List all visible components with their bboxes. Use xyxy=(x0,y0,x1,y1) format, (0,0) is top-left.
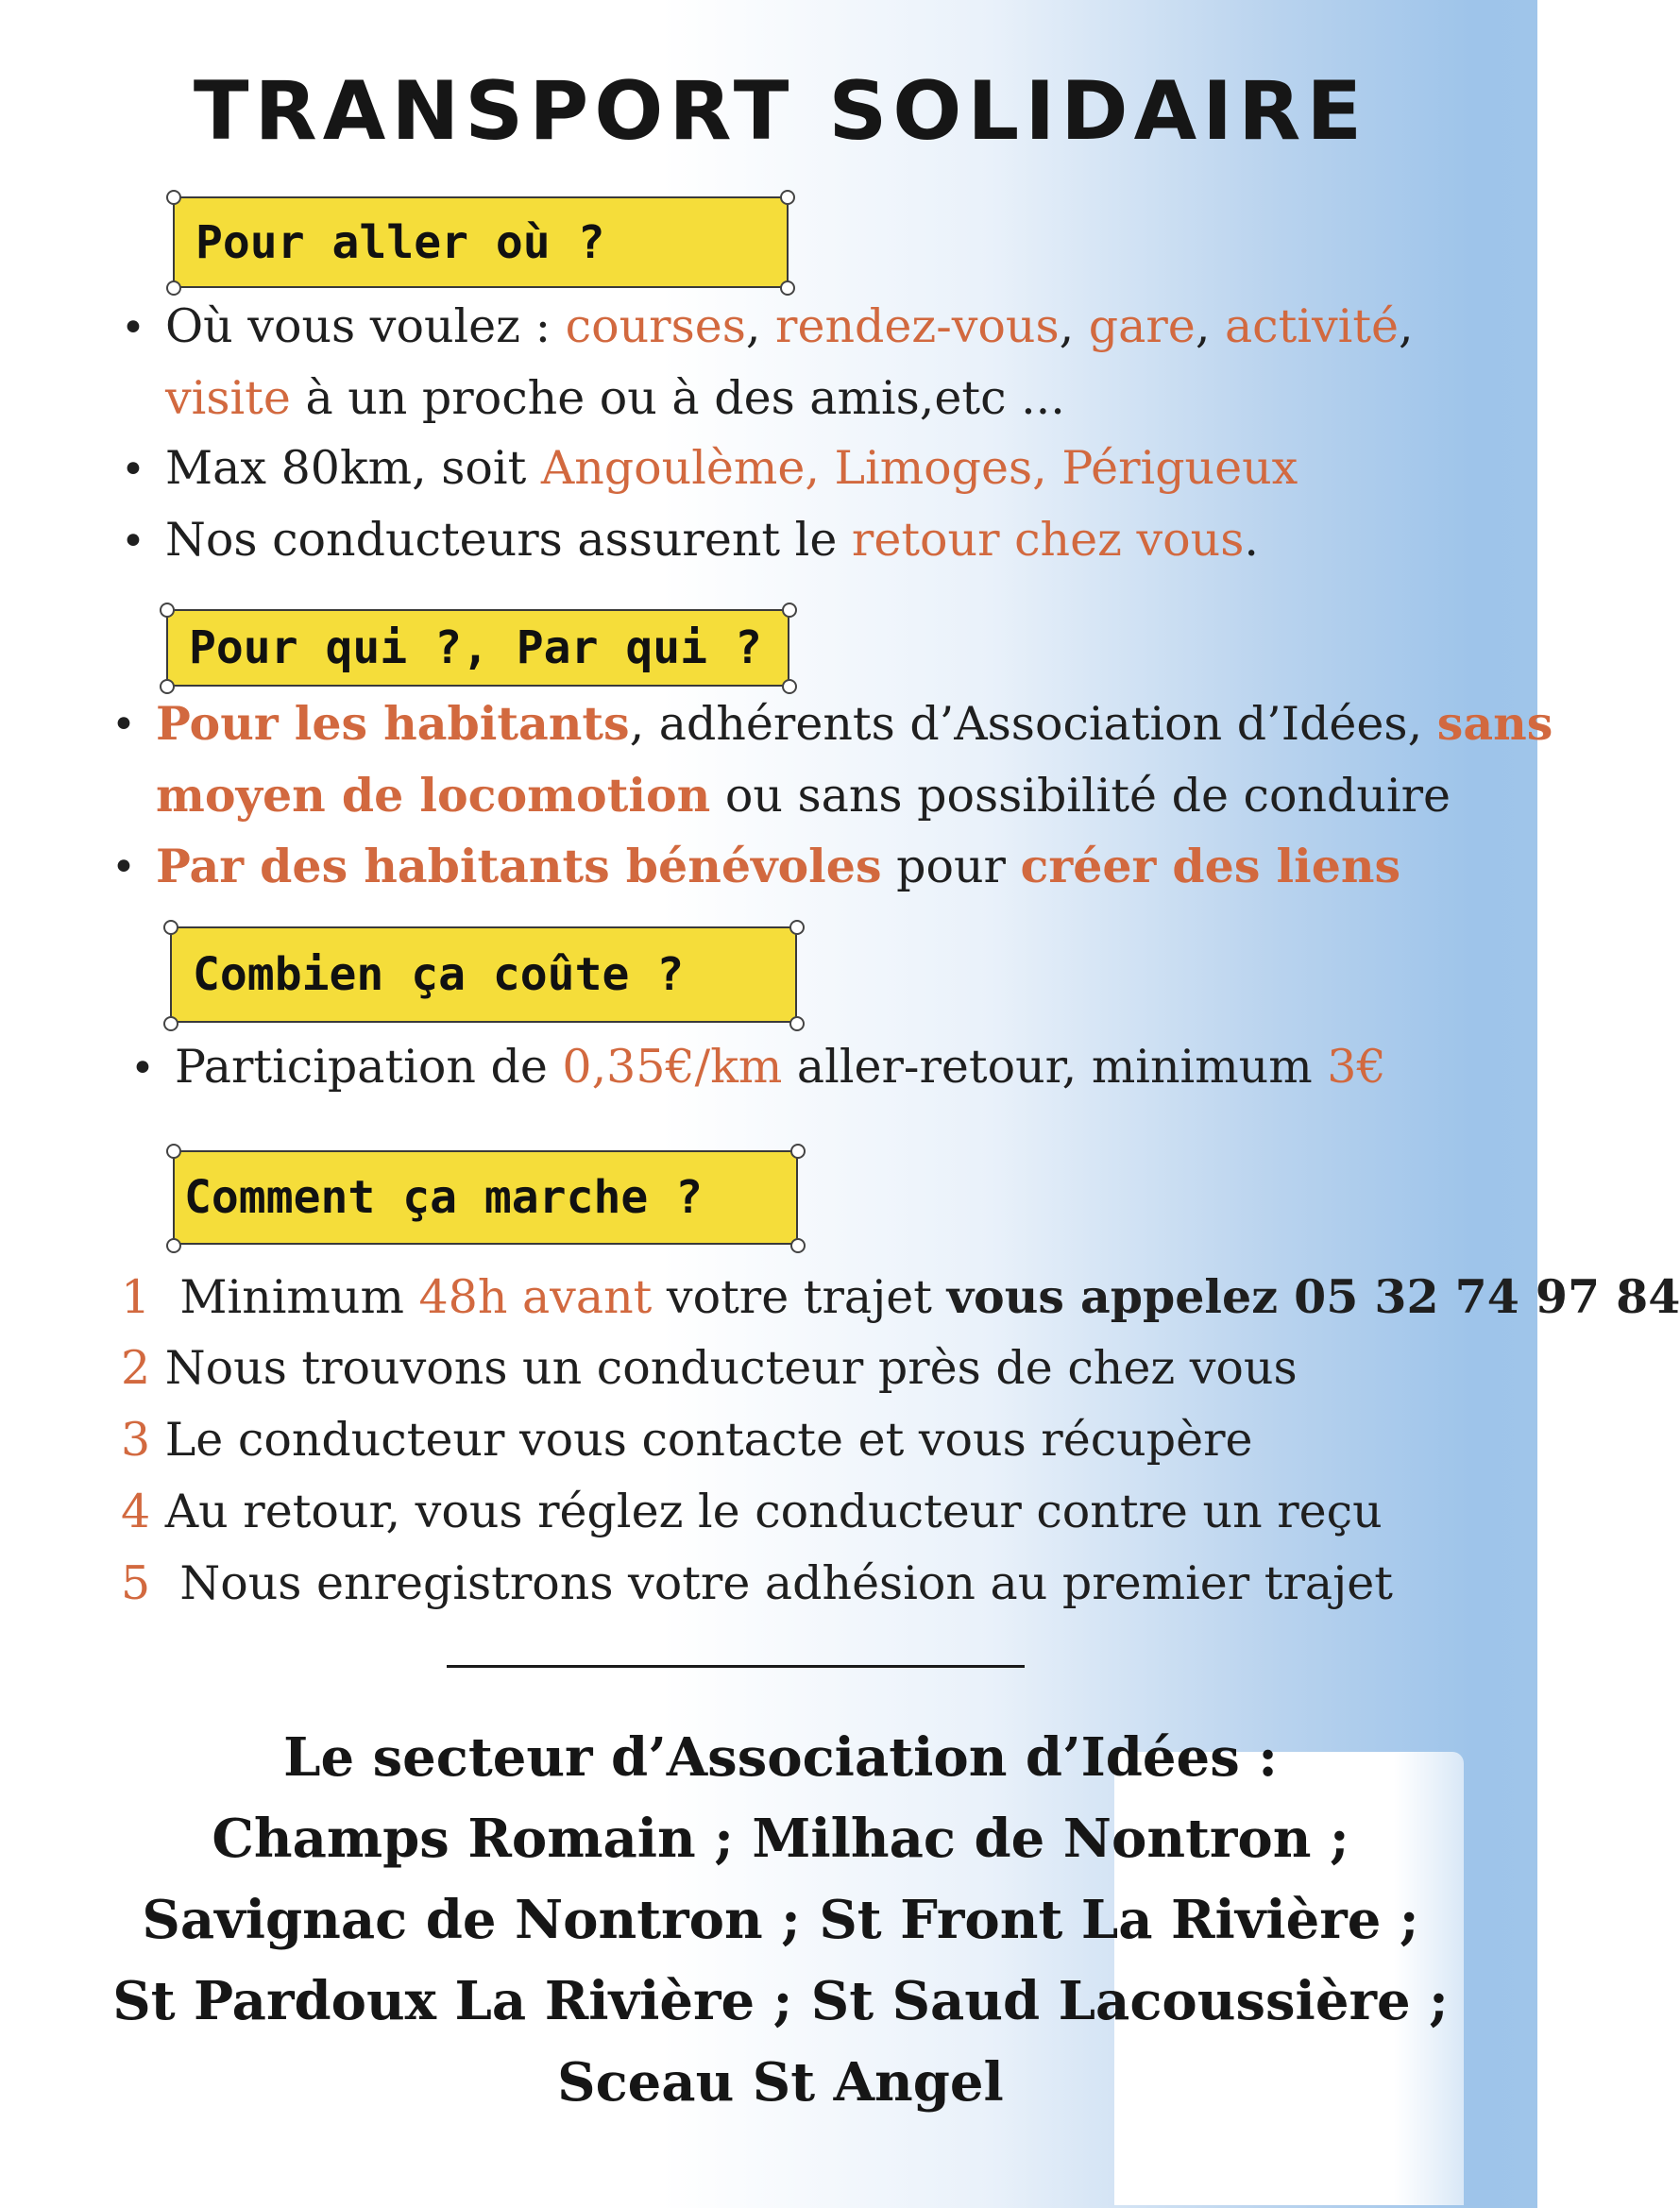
sector-line-2: Champs Romain ; Milhac de Nontron ; xyxy=(212,1808,1349,1870)
step-1: 1 Minimum 48h avant votre trajet vous appelez 05 32 74 97 84 xyxy=(121,1269,1680,1324)
bullet-qui-2: Par des habitants bénévoles pour créer des liens xyxy=(156,839,1401,893)
bullet-ou-3: Nos conducteurs assurent le retour chez vous. xyxy=(165,513,1259,567)
step-2: 2 Nous trouvons un conducteur près de chez vous xyxy=(121,1341,1298,1395)
resize-handle xyxy=(780,280,795,296)
bullet-dot: • xyxy=(121,304,145,352)
resize-handle xyxy=(166,1144,181,1159)
step-4: 4 Au retour, vous réglez le conducteur contre un reçu xyxy=(121,1485,1383,1538)
resize-handle xyxy=(163,920,178,935)
resize-handle xyxy=(782,679,797,694)
bullet-ou-1-cont: visite à un proche ou à des amis,etc ... xyxy=(165,371,1065,425)
resize-handle xyxy=(166,280,181,296)
page-edge xyxy=(1537,0,1561,2208)
sector-line-4: St Pardoux La Rivière ; St Saud Lacoussière ; xyxy=(112,1970,1449,2032)
divider xyxy=(447,1665,1025,1668)
bullet-dot: • xyxy=(111,701,136,749)
heading-comment: Comment ça marche ? xyxy=(173,1150,798,1245)
heading-pour-qui: Pour qui ?, Par qui ? xyxy=(166,609,789,687)
resize-handle xyxy=(790,1238,806,1253)
resize-handle xyxy=(163,1016,178,1031)
resize-handle xyxy=(780,190,795,205)
resize-handle xyxy=(166,190,181,205)
bullet-ou-2: Max 80km, soit Angoulème, Limoges, Périgueux xyxy=(165,441,1298,495)
sector-line-3: Savignac de Nontron ; St Front La Rivière ; xyxy=(142,1889,1419,1951)
heading-pour-aller-ou: Pour aller où ? xyxy=(173,196,789,288)
bullet-dot: • xyxy=(121,446,145,494)
bullet-dot: • xyxy=(130,1045,155,1093)
bullet-qui-1-cont: moyen de locomotion ou sans possibilité de conduire xyxy=(156,768,1451,823)
step-3: 3 Le conducteur vous contacte et vous récupère xyxy=(121,1413,1253,1467)
resize-handle xyxy=(782,603,797,618)
sector-line-1: Le secteur d’Association d’Idées : xyxy=(283,1726,1278,1789)
sector-line-5: Sceau St Angel xyxy=(557,2051,1004,2114)
bullet-dot: • xyxy=(121,518,145,566)
resize-handle xyxy=(790,1144,806,1159)
resize-handle xyxy=(160,603,175,618)
bullet-cout: Participation de 0,35€/km aller-retour, minimum 3€ xyxy=(175,1040,1386,1094)
resize-handle xyxy=(166,1238,181,1253)
resize-handle xyxy=(160,679,175,694)
heading-combien: Combien ça coûte ? xyxy=(170,926,797,1023)
bullet-dot: • xyxy=(111,843,136,892)
bullet-qui-1: Pour les habitants, adhérents d’Association d’Idées, sans xyxy=(156,696,1553,751)
bullet-ou-1: Où vous voulez : courses, rendez-vous, gare, activité, xyxy=(165,299,1414,353)
resize-handle xyxy=(789,1016,805,1031)
resize-handle xyxy=(789,920,805,935)
step-5: 5 Nous enregistrons votre adhésion au premier trajet xyxy=(121,1556,1393,1610)
page-title: TRANSPORT SOLIDAIRE xyxy=(193,64,1368,159)
